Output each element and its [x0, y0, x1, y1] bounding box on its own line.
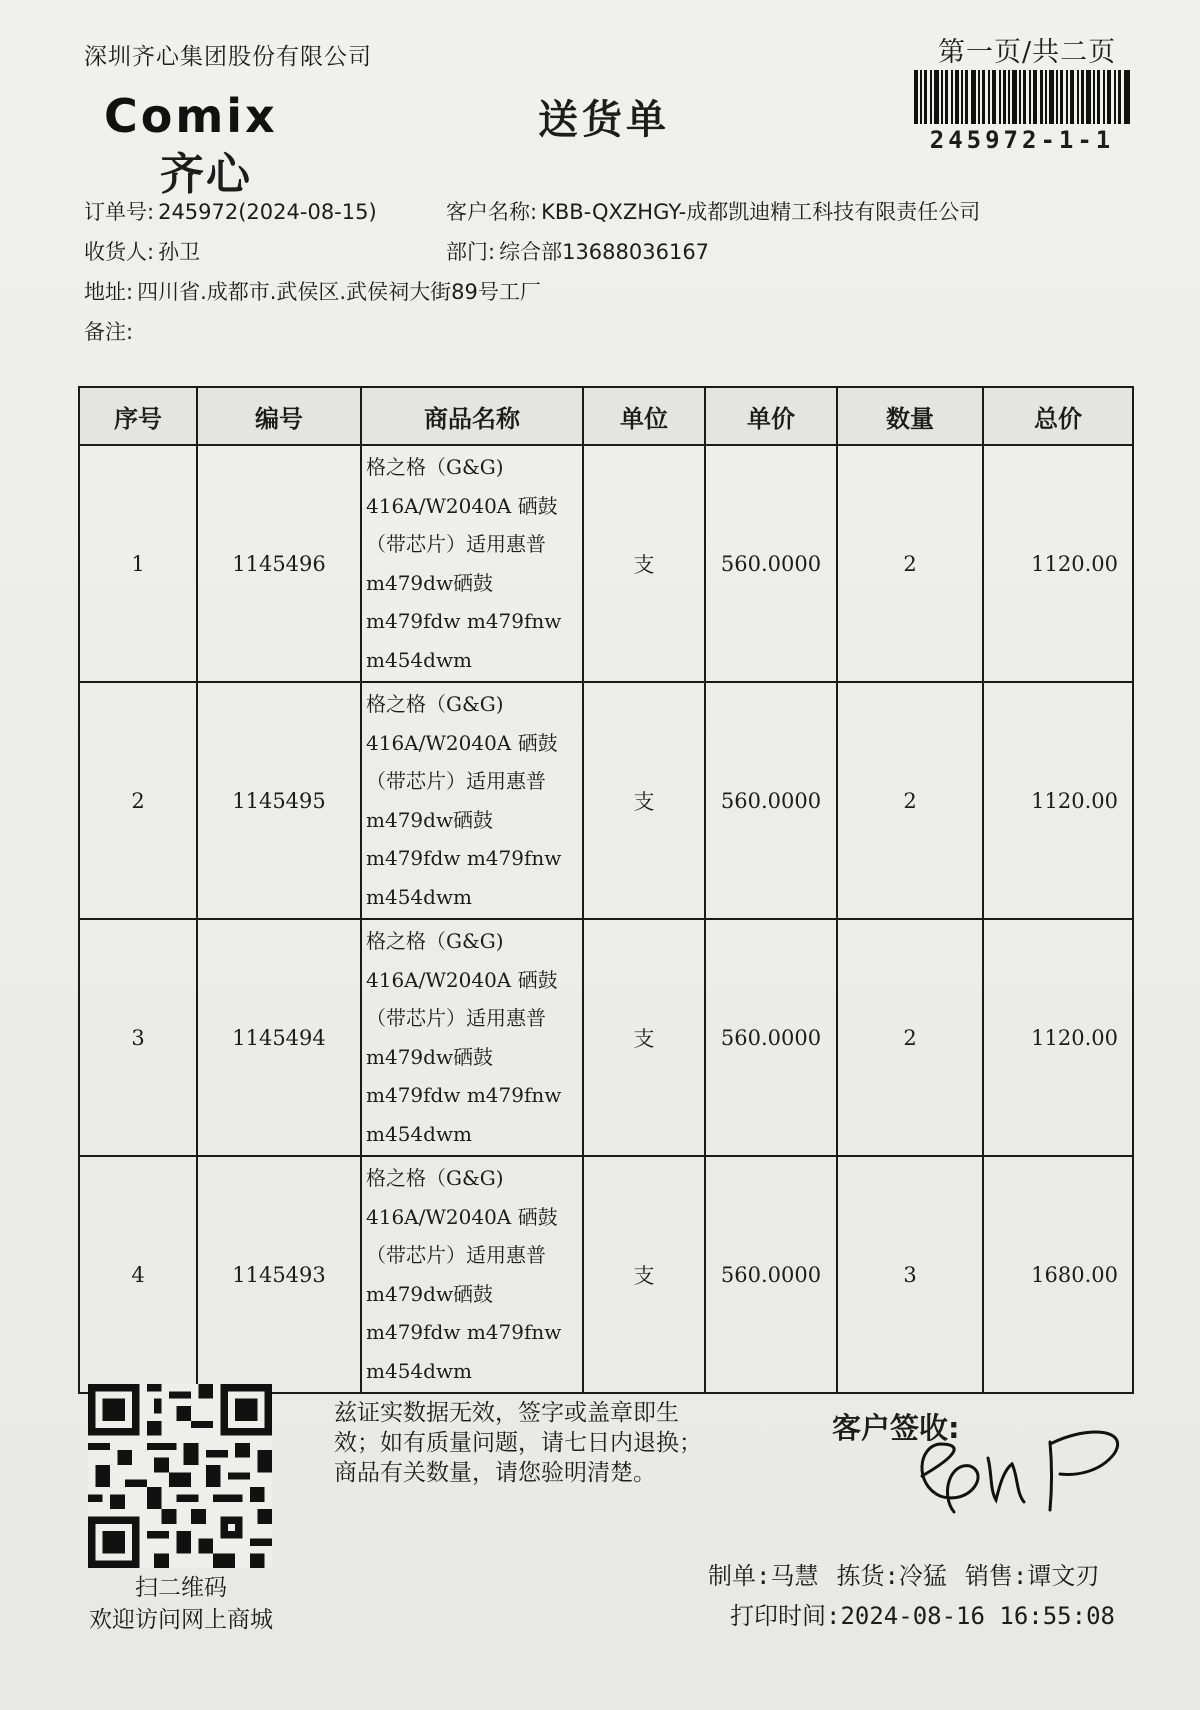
product-name-line: m454dwm	[366, 1121, 473, 1146]
department-value: 综合部13688036167	[499, 240, 710, 264]
product-name-line: （带芯片）适用惠普	[366, 1006, 546, 1030]
product-name-line: m479fdw m479fnw	[366, 1083, 562, 1107]
barcode-number: 245972-1-1	[929, 126, 1115, 154]
handwritten-signature	[900, 1414, 1140, 1524]
remark-field	[84, 316, 133, 346]
customer-sign-label: 客户签收:	[832, 1411, 960, 1445]
header-unit-price: 单价	[705, 387, 837, 445]
cell-unit-price: 560.0000	[705, 445, 837, 682]
product-name-line: m479fdw m479fnw	[366, 1320, 562, 1344]
cell-seq: 1	[79, 445, 197, 682]
product-name-line: m479dw硒鼓	[366, 807, 494, 832]
header-product-name: 商品名称	[361, 387, 583, 445]
product-name-line: 格之格（G&G)	[366, 1166, 504, 1190]
table-header-row	[79, 387, 1133, 445]
remark-label: 备注:	[84, 320, 134, 344]
cell-total: 1120.00	[983, 682, 1133, 919]
product-name-line: m454dwm	[366, 1358, 473, 1383]
notice-text	[334, 1398, 702, 1488]
cell-code: 1145494	[197, 919, 361, 1156]
qr-caption-line1: 扫二维码	[135, 1575, 227, 1601]
product-name-line: 416A/W2040A 硒鼓	[366, 1204, 558, 1229]
product-name-line: 格之格（G&G)	[366, 929, 504, 953]
cell-unit-price: 560.0000	[705, 919, 837, 1156]
product-name-line: m479fdw m479fnw	[366, 846, 562, 870]
cell-code: 1145495	[197, 682, 361, 919]
receiver-value: 孙卫	[158, 240, 201, 264]
cell-total: 1120.00	[983, 445, 1133, 682]
product-name-line: 416A/W2040A 硒鼓	[366, 730, 558, 755]
customer-label: 客户名称:	[446, 200, 538, 224]
cell-total: 1120.00	[983, 919, 1133, 1156]
cell-unit: 支	[583, 1156, 705, 1393]
page-indicator: 第一页/共二页	[938, 37, 1117, 68]
receiver-field	[84, 236, 200, 266]
cell-product-name	[361, 445, 583, 682]
sales-text: 销售:谭文刃	[964, 1562, 1100, 1590]
customer-field	[446, 196, 980, 226]
product-name-line: （带芯片）适用惠普	[366, 769, 546, 793]
product-name-line: 416A/W2040A 硒鼓	[366, 967, 558, 992]
comix-logo	[104, 90, 344, 140]
order-number-field	[84, 196, 377, 226]
product-name-line: m454dwm	[366, 647, 473, 672]
product-name-line: 格之格（G&G)	[366, 455, 504, 479]
header-unit: 单位	[583, 387, 705, 445]
cell-total: 1680.00	[983, 1156, 1133, 1393]
product-name-line: m454dwm	[366, 884, 473, 909]
product-name-line: 416A/W2040A 硒鼓	[366, 493, 558, 518]
header-code: 编号	[197, 387, 361, 445]
address-value: 四川省.成都市.武侯区.武侯祠大街89号工厂	[137, 280, 541, 304]
notice-line: 效；如有质量问题，请七日内退换；	[334, 1430, 702, 1456]
cell-unit-price: 560.0000	[705, 1156, 837, 1393]
cell-seq: 4	[79, 1156, 197, 1393]
header-total: 总价	[983, 387, 1133, 445]
order-number-value: 245972(2024-08-15)	[158, 200, 377, 224]
cell-seq: 2	[79, 682, 197, 919]
maker-text: 制单:马慧	[708, 1562, 819, 1590]
table-row	[79, 445, 1133, 682]
cell-quantity: 2	[837, 919, 983, 1156]
address-label: 地址:	[84, 280, 134, 304]
header-seq: 序号	[79, 387, 197, 445]
staff-line	[708, 1556, 1099, 1591]
print-time: 打印时间:2024-08-16 16:55:08	[730, 1602, 1115, 1630]
cell-quantity: 2	[837, 445, 983, 682]
cell-unit: 支	[583, 919, 705, 1156]
table-row	[79, 1156, 1133, 1393]
cell-quantity: 2	[837, 682, 983, 919]
picker-text: 拣货:冷猛	[836, 1562, 947, 1590]
qr-caption-line2: 欢迎访问网上商城	[89, 1607, 273, 1633]
product-name-line: （带芯片）适用惠普	[366, 532, 546, 556]
table-row	[79, 682, 1133, 919]
order-number-label: 订单号:	[84, 200, 155, 224]
address-field	[84, 276, 541, 306]
cell-unit: 支	[583, 445, 705, 682]
barcode-image	[914, 70, 1130, 124]
product-name-line: m479dw硒鼓	[366, 1044, 494, 1069]
product-name-line: m479dw硒鼓	[366, 570, 494, 595]
cell-code: 1145493	[197, 1156, 361, 1393]
items-table	[78, 386, 1134, 1394]
header-quantity: 数量	[837, 387, 983, 445]
table-row	[79, 919, 1133, 1156]
product-name-line: m479fdw m479fnw	[366, 609, 562, 633]
cell-product-name	[361, 1156, 583, 1393]
product-name-line: 格之格（G&G)	[366, 692, 504, 716]
logo-en-text: Comix	[104, 90, 278, 140]
logo-chinese-text: 齐心	[160, 149, 252, 200]
cell-unit-price: 560.0000	[705, 682, 837, 919]
product-name-line: m479dw硒鼓	[366, 1281, 494, 1306]
qr-code-image[interactable]	[88, 1384, 272, 1568]
notice-line: 兹证实数据无效，签字或盖章即生	[334, 1400, 679, 1426]
notice-line: 商品有关数量，请您验明清楚。	[334, 1460, 656, 1486]
document-title: 送货单	[538, 96, 670, 143]
customer-value: KBB-QXZHGY-成都凯迪精工科技有限责任公司	[541, 200, 981, 224]
department-label: 部门:	[446, 240, 496, 264]
company-name: 深圳齐心集团股份有限公司	[84, 44, 372, 70]
cell-quantity: 3	[837, 1156, 983, 1393]
receiver-label: 收货人:	[84, 240, 155, 264]
cell-seq: 3	[79, 919, 197, 1156]
qr-caption	[74, 1572, 288, 1636]
cell-code: 1145496	[197, 445, 361, 682]
cell-unit: 支	[583, 682, 705, 919]
product-name-line: （带芯片）适用惠普	[366, 1243, 546, 1267]
cell-product-name	[361, 919, 583, 1156]
cell-product-name	[361, 682, 583, 919]
department-field	[446, 236, 709, 266]
